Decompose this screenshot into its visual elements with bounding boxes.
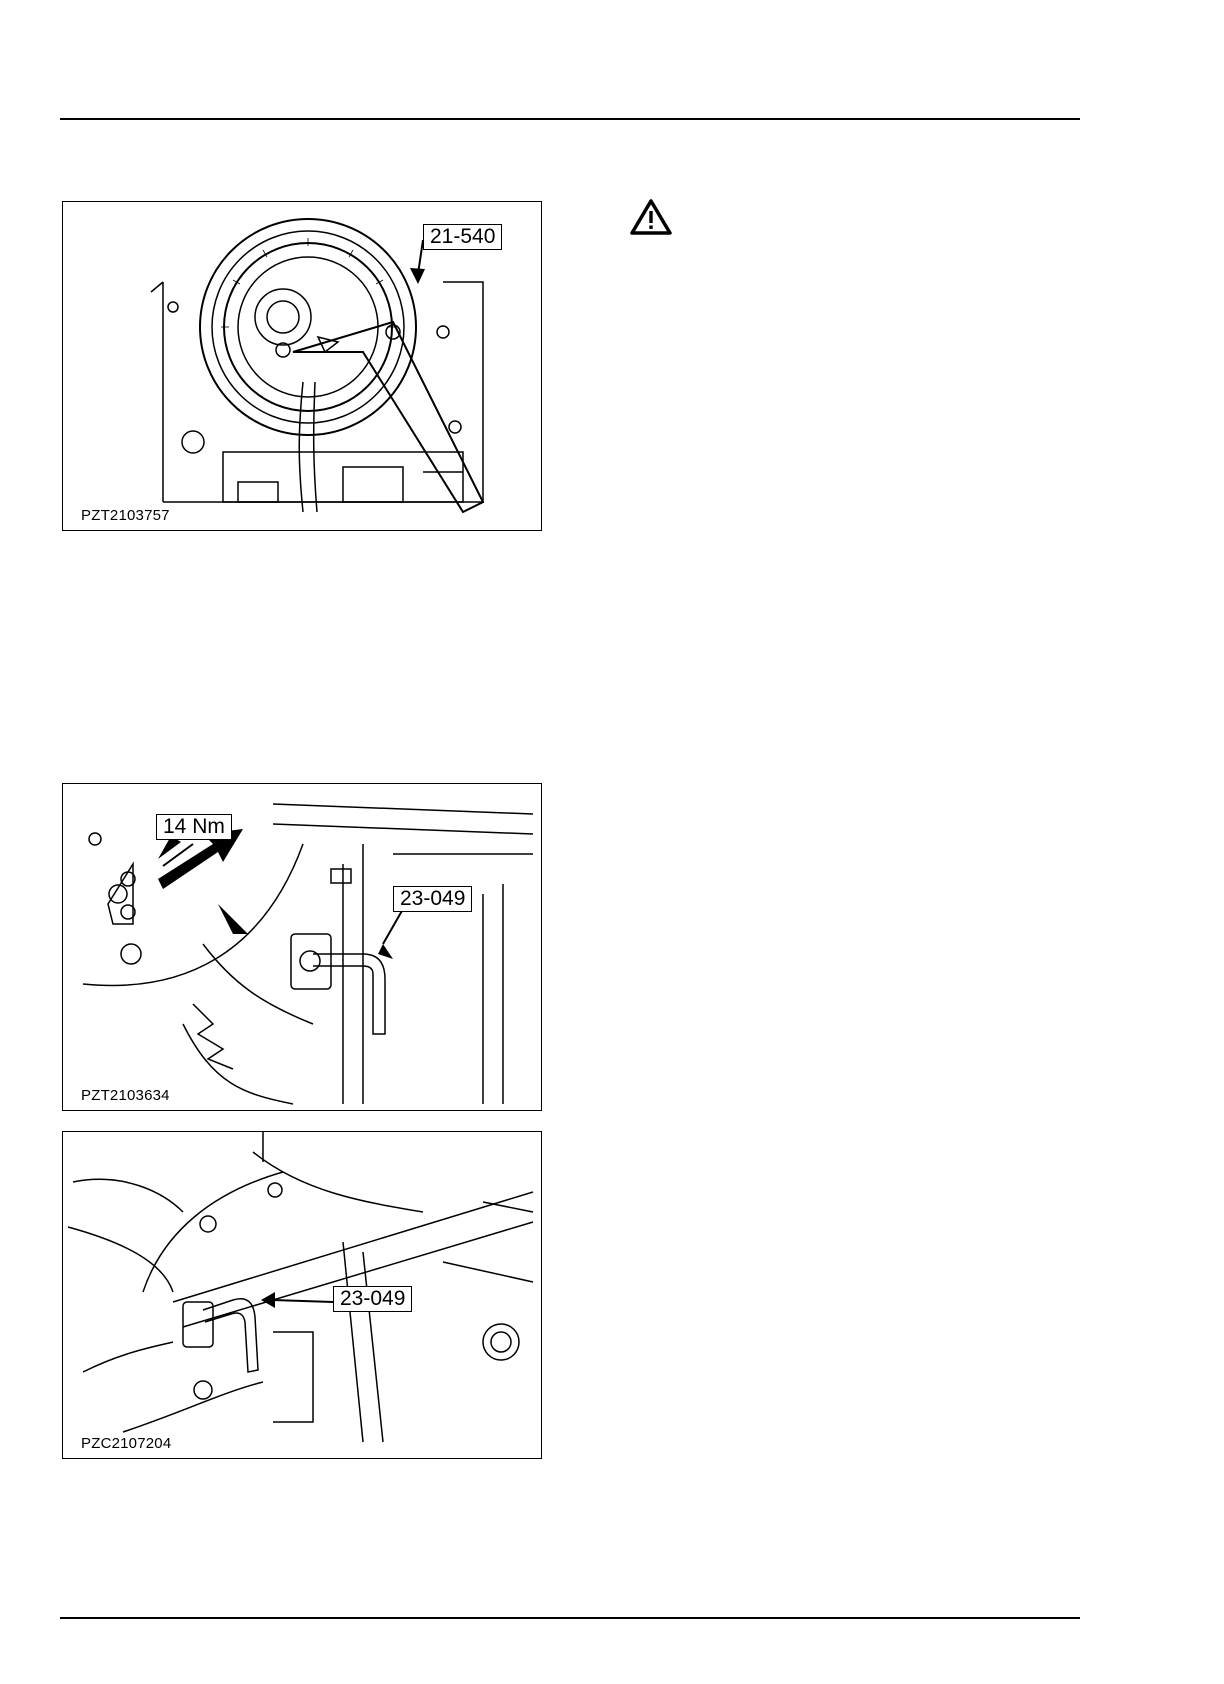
tool-callout: 23-049 [333, 1286, 412, 1312]
torque-callout: 14 Nm [156, 814, 232, 840]
warning-triangle-icon [630, 198, 672, 236]
figure-caption: PZT2103757 [81, 507, 170, 524]
figure-caption: PZC2107204 [81, 1435, 172, 1452]
tool-callout: 21-540 [423, 224, 502, 250]
figure-tool-installed [62, 1131, 542, 1459]
bolt-illustration [63, 784, 541, 1110]
header-rule [60, 118, 1080, 120]
figure-bolt-torque [62, 783, 542, 1111]
figure-caption: PZT2103634 [81, 1087, 170, 1104]
figure-damper-tool [62, 201, 542, 531]
footer-rule [60, 1617, 1080, 1619]
damper-illustration [63, 202, 541, 530]
installed-tool-illustration [63, 1132, 541, 1458]
tool-callout: 23-049 [393, 886, 472, 912]
